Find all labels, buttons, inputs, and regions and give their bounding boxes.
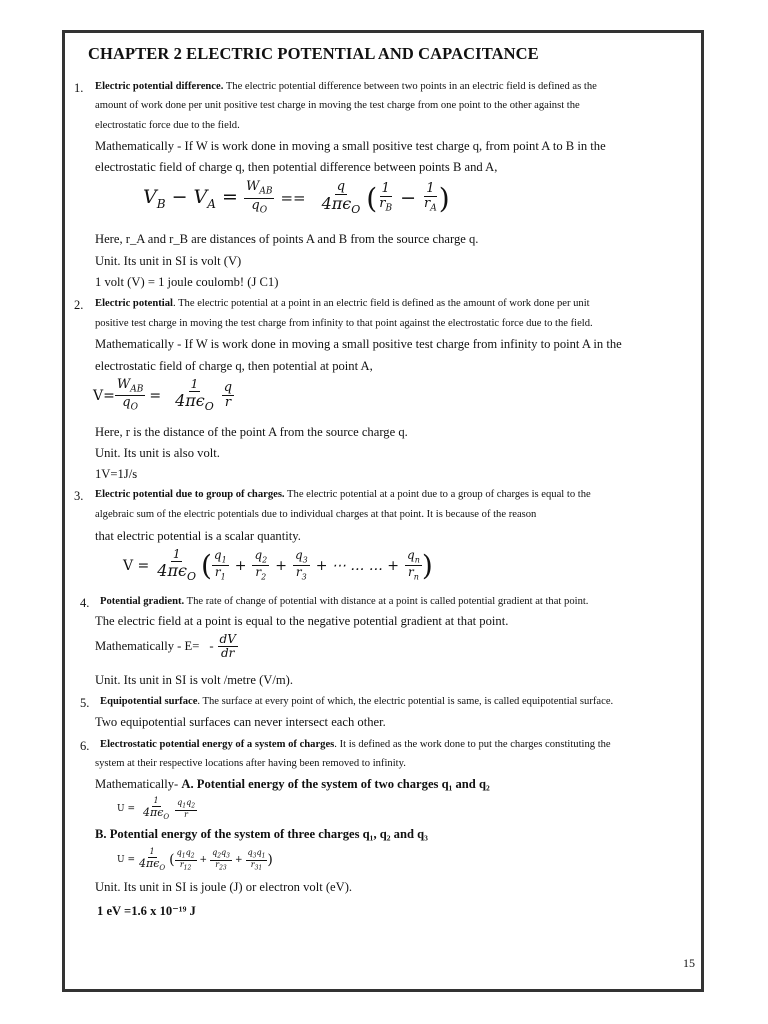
item-number-1: 1. (74, 81, 84, 95)
s4-line1 (100, 596, 588, 607)
page-number: 15 (683, 956, 695, 970)
s3-line1-text: The electric potential at a point due to a group of charges is equal to the (284, 489, 591, 500)
item-number-5: 5. (80, 696, 90, 710)
s6-lead: Electrostatic potential energy of a system of charges (100, 739, 335, 750)
s6-mathA-pre: Mathematically- (95, 777, 182, 791)
formula-group-potential: V = $\frac{1}{4\pi\epsilon_O}$ ( $\frac{q_1}{r_1}$ + $\frac{q_2}{r_2}$ + $\frac{q_3}{r_3}$ + ⋯ … … + $\frac{q_n}{r_n}$ ) (123, 547, 433, 584)
s2-line1-text: . The electric potential at a point in an electric field is defined as the amount of work done per unit (172, 298, 590, 309)
s1-line3: electrostatic force due to the field. (95, 120, 240, 131)
formula-three-charges: U = $\frac{1}{4\pi\epsilon_O}$ ( $\frac{q_1q_2}{r_{12}}$ + $\frac{q_2q_3}{r_{23}}$ + $\frac{q_3q_1}{r_{31}}$ ) (117, 847, 273, 872)
s6-line1 (100, 739, 611, 750)
s1-volt: 1 volt (V) = 1 joule coulomb! (J C1) (95, 275, 279, 289)
s4-lead: Potential gradient. (100, 596, 185, 607)
chapter-title: CHAPTER 2 ELECTRIC POTENTIAL AND CAPACITANCE (88, 44, 539, 63)
s6-ev: 1 eV =1.6 x 10⁻¹⁹ J (97, 904, 196, 918)
formula-electric-potential: V= $\frac{W_{AB}}{q_O}$ = $\frac{1}{4\pi\epsilon_O}$ $\frac{q}{r}$ (93, 377, 233, 414)
s1-math1: Mathematically - If W is work done in moving a small positive test charge q, from point A to B in the (95, 139, 606, 153)
s2-v: 1V=1J/s (95, 467, 138, 481)
item-number-4: 4. (80, 596, 90, 610)
s6-mathA-heading: A. Potential energy of the system of two charges q₁ and q₂ (181, 777, 490, 791)
s4-unit: Unit. Its unit in SI is volt /metre (V/m). (95, 673, 293, 687)
s1-math2: electrostatic field of charge q, then potential difference between points B and A, (95, 160, 498, 174)
s6-mathA (95, 777, 490, 792)
s5-line2: Two equipotential surfaces can never intersect each other. (95, 715, 386, 729)
s2-here: Here, r is the distance of the point A from the source charge q. (95, 425, 408, 439)
formula-potential-difference: $V_B - V_A$ = $\frac{W_{AB}}{q_O}$ == $\frac{q}{4\pi\epsilon_O}$ ( $\frac{1}{r_B}$ − $\frac{1}{r_A}$ ) (143, 179, 450, 217)
s5-line1-text: . The surface at every point of which, the electric potential is same, is called equipotential surface. (197, 696, 614, 707)
s5-lead: Equipotential surface (100, 696, 198, 707)
s3-line1 (95, 489, 591, 500)
s2-line2: positive test charge in moving the test charge from infinity to that point against the electrostatic force due to the field. (95, 318, 593, 329)
s2-math2: electrostatic field of charge q, then potential at point A, (95, 359, 373, 373)
s4-math: Mathematically - E= (95, 639, 200, 654)
s1-unit: Unit. Its unit in SI is volt (V) (95, 254, 242, 268)
s2-lead: Electric potential (95, 298, 173, 309)
s5-line1 (100, 696, 613, 707)
s2-line1 (95, 298, 590, 309)
s1-line1 (95, 81, 597, 92)
s6-line1-text: . It is defined as the work done to put the charges constituting the (334, 739, 611, 750)
s4-line2: The electric field at a point is equal to the negative potential gradient at that point. (95, 614, 509, 628)
item-number-2: 2. (74, 298, 84, 312)
s1-line2: amount of work done per unit positive test charge in moving the test charge from one point to the other against the (95, 100, 580, 111)
s1-line1-text: The electric potential difference between two points in an electric field is defined as the (223, 81, 597, 92)
s3-line3: that electric potential is a scalar quantity. (95, 529, 301, 543)
s6-B (95, 827, 428, 842)
s3-lead: Electric potential due to group of charges. (95, 489, 285, 500)
formula-potential-gradient: Mathematically - E= - $\frac{dV}{dr}$ (95, 632, 236, 661)
s2-unit: Unit. Its unit is also volt. (95, 446, 220, 460)
item-number-6: 6. (80, 739, 90, 753)
s4-line1-text: The rate of change of potential with distance at a point is called potential gradient at that point. (184, 596, 589, 607)
formula-two-charges: U = $\frac{1}{4\pi\epsilon_O}$ $\frac{q_1q_2}{r}$ (117, 796, 196, 821)
s2-math1: Mathematically - If W is work done in moving a small positive test charge from infinity to point A in the (95, 337, 622, 351)
s1-lead: Electric potential difference. (95, 81, 224, 92)
s3-line2: algebraic sum of the electric potentials due to individual charges at that point. It is because of the reason (95, 509, 537, 520)
item-number-3: 3. (74, 489, 84, 503)
s6-line2: system at their respective locations after having been removed to infinity. (95, 758, 406, 769)
s6-B-heading: B. Potential energy of the system of three charges q₁, q₂ and q₃ (95, 827, 428, 841)
s1-here: Here, r_A and r_B are distances of points A and B from the source charge q. (95, 232, 479, 246)
s6-unit: Unit. Its unit in SI is joule (J) or electron volt (eV). (95, 880, 353, 894)
